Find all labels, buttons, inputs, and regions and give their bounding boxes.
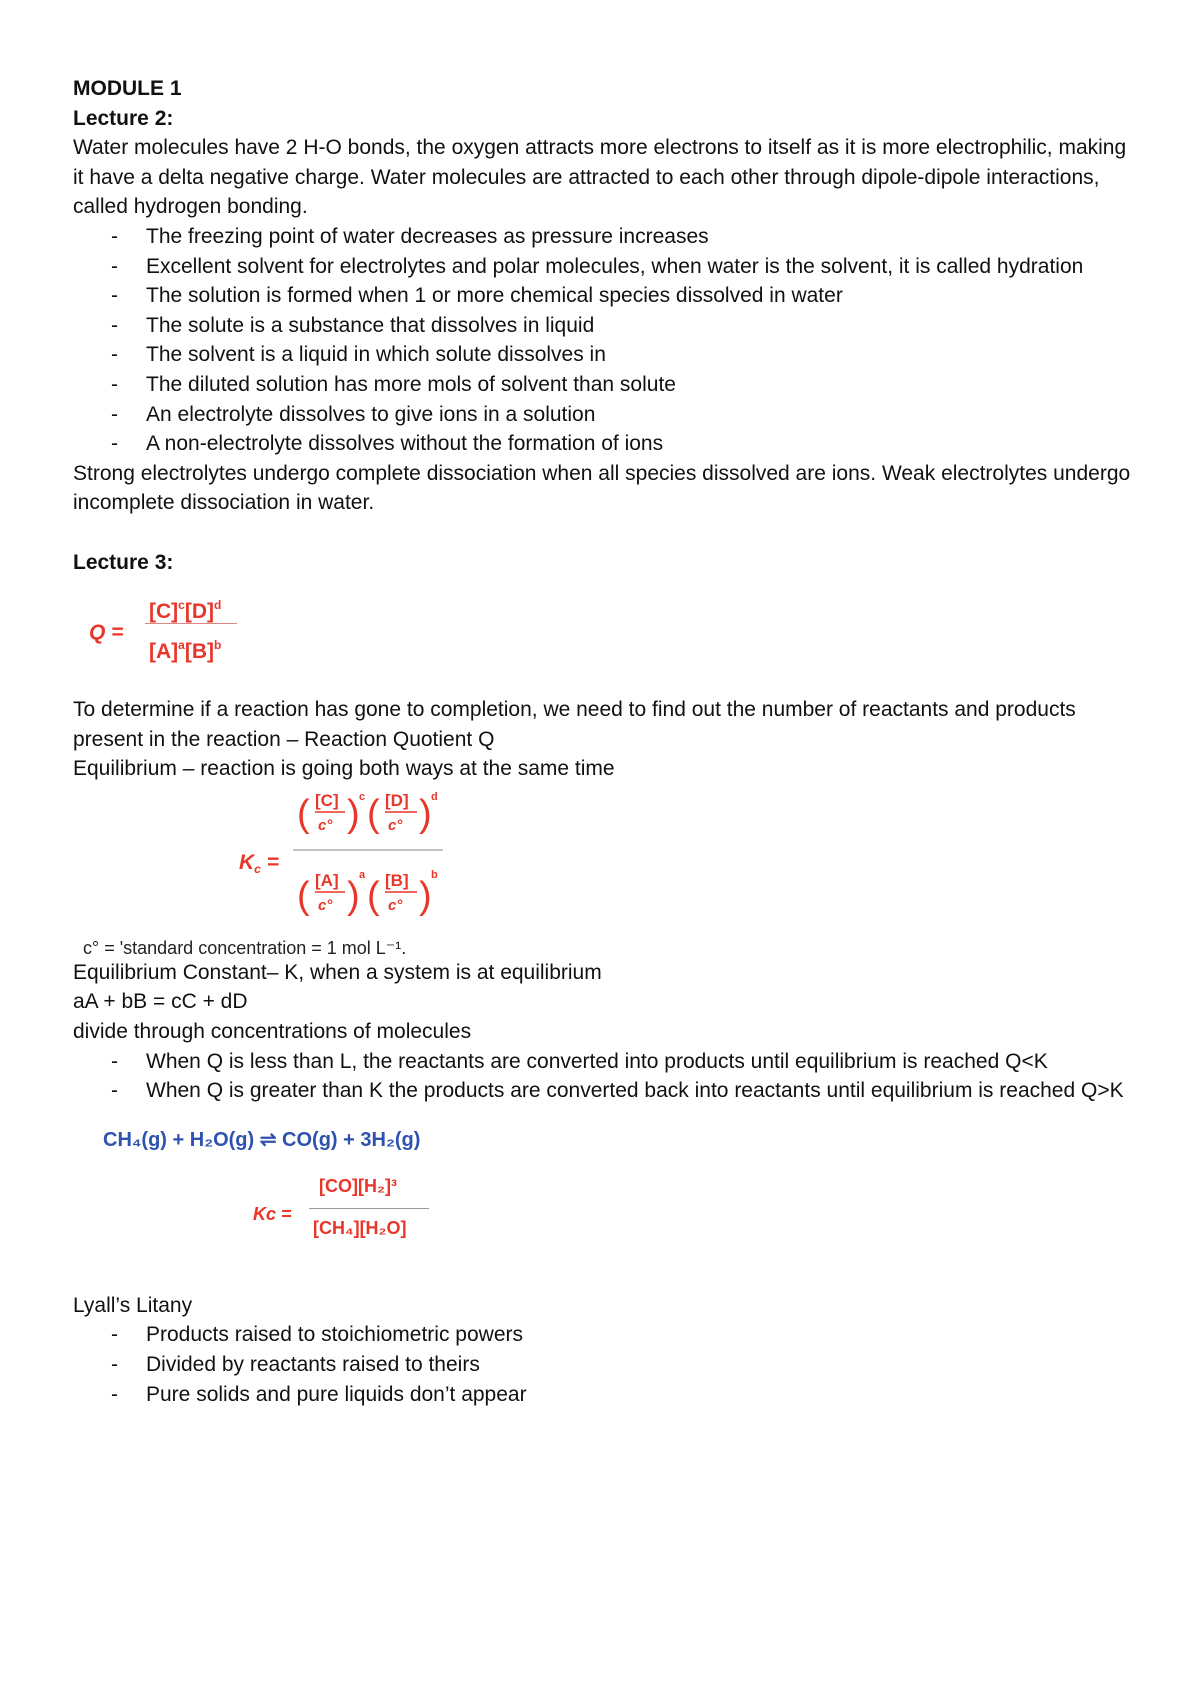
list-item: - Products raised to stoichiometric powers xyxy=(73,1320,1133,1350)
list-item: - An electrolyte dissolves to give ions in a solution xyxy=(73,400,1133,430)
paren-close: ) xyxy=(419,792,432,835)
kc-num-term-1: [C] xyxy=(315,790,339,810)
list-item: - Excellent solvent for electrolytes and polar molecules, when water is the solvent, it is called hydration xyxy=(73,252,1133,282)
lecture2-intro: Water molecules have 2 H-O bonds, the oxygen attracts more electrons to itself as it is more electrophilic, making it have a delta negative charge. Water molecules are attracted to each other through dipole-dipole interactions, called hydrogen bonding. xyxy=(73,136,1127,219)
lecture2-closing: Strong electrolytes undergo complete dissociation when all species dissolved are ions. Weak electrolytes undergo incomplete dissociation in water. xyxy=(73,461,1131,515)
equilibrium-constant-formula xyxy=(73,788,1133,958)
reaction-kc-numerator: [CO][H₂]³ xyxy=(319,1175,397,1196)
document-page xyxy=(73,74,1133,1409)
q-formula-label: Q = xyxy=(89,621,124,645)
kc-den-std-2: c° xyxy=(388,896,403,914)
kc-num-term-2: [D] xyxy=(385,790,409,810)
lecture3-para1: To determine if a reaction has gone to completion, we need to find out the number of reactants and products present in the reaction – Reaction Quotient Q xyxy=(73,698,1076,751)
litany-title: Lyall’s Litany xyxy=(73,1293,193,1317)
list-item: - The freezing point of water decreases as pressure increases xyxy=(73,222,1133,252)
list-item: - The solvent is a liquid in which solute dissolves in xyxy=(73,340,1133,370)
kc-den-exp-1: a xyxy=(359,868,366,881)
reaction-kc-label: Kc = xyxy=(253,1203,292,1224)
fraction-bar xyxy=(309,1208,429,1209)
kc-fraction-graphic xyxy=(293,788,493,928)
list-item: - When Q is less than L, the reactants are converted into products until equilibrium is reached Q<K xyxy=(73,1047,1133,1077)
list-item: - Pure solids and pure liquids don’t appear xyxy=(73,1380,1133,1410)
lecture3-para2: Equilibrium – reaction is going both ways at the same time xyxy=(73,757,615,781)
lecture3-para3: Equilibrium Constant– K, when a system is at equilibrium xyxy=(73,960,602,984)
q-formula-numerator: $[C]^c[D]^d$ xyxy=(149,598,222,624)
paren-open: ( xyxy=(297,792,310,835)
list-item: - When Q is greater than K the products are converted back into reactants until equilibrium is reached Q>K xyxy=(73,1076,1133,1106)
fraction-bar xyxy=(145,623,237,624)
reaction-equation: CH₄(g) + H₂O(g) ⇌ CO(g) + 3H₂(g) xyxy=(103,1128,421,1151)
paren-open: ( xyxy=(367,874,380,917)
kc-num-std-1: c° xyxy=(318,816,333,834)
list-item: - The solute is a substance that dissolves in liquid xyxy=(73,311,1133,341)
kc-formula-label: $K_c$ = xyxy=(239,850,279,876)
kc-num-exp-2: d xyxy=(431,790,438,803)
paren-close: ) xyxy=(419,874,432,917)
list-item: - The diluted solution has more mols of solvent than solute xyxy=(73,370,1133,400)
kc-den-std-1: c° xyxy=(318,896,333,914)
lecture3-heading: Lecture 3: xyxy=(73,550,174,574)
kc-num-std-2: c° xyxy=(388,816,403,834)
methane-reaction-example xyxy=(73,1126,1133,1291)
list-item: - Divided by reactants raised to theirs xyxy=(73,1350,1133,1380)
q-formula-denominator: $[A]^a[B]^b$ xyxy=(149,638,222,664)
lecture3-bullet-list xyxy=(73,1047,1133,1106)
paren-close: ) xyxy=(347,874,360,917)
paren-open: ( xyxy=(297,874,310,917)
lecture3-para5: divide through concentrations of molecules xyxy=(73,1020,472,1044)
kc-num-exp-1: c xyxy=(359,790,366,803)
standard-concentration-note: c° = 'standard concentration = 1 mol L⁻¹. xyxy=(83,937,407,958)
paren-open: ( xyxy=(367,792,380,835)
kc-den-exp-2: b xyxy=(431,868,438,881)
lecture3-para4: aA + bB = cC + dD xyxy=(73,990,248,1014)
reaction-quotient-formula xyxy=(73,585,1133,695)
module-title: MODULE 1 xyxy=(73,77,182,100)
reaction-kc-denominator: [CH₄][H₂O] xyxy=(313,1217,407,1238)
litany-list xyxy=(73,1320,1133,1409)
paren-close: ) xyxy=(347,792,360,835)
kc-den-term-2: [B] xyxy=(385,870,409,890)
list-item: - The solution is formed when 1 or more chemical species dissolved in water xyxy=(73,281,1133,311)
kc-den-term-1: [A] xyxy=(315,870,339,890)
lecture2-heading: Lecture 2: xyxy=(73,106,174,130)
lecture2-bullet-list xyxy=(73,222,1133,459)
list-item: - A non-electrolyte dissolves without the formation of ions xyxy=(73,429,1133,459)
